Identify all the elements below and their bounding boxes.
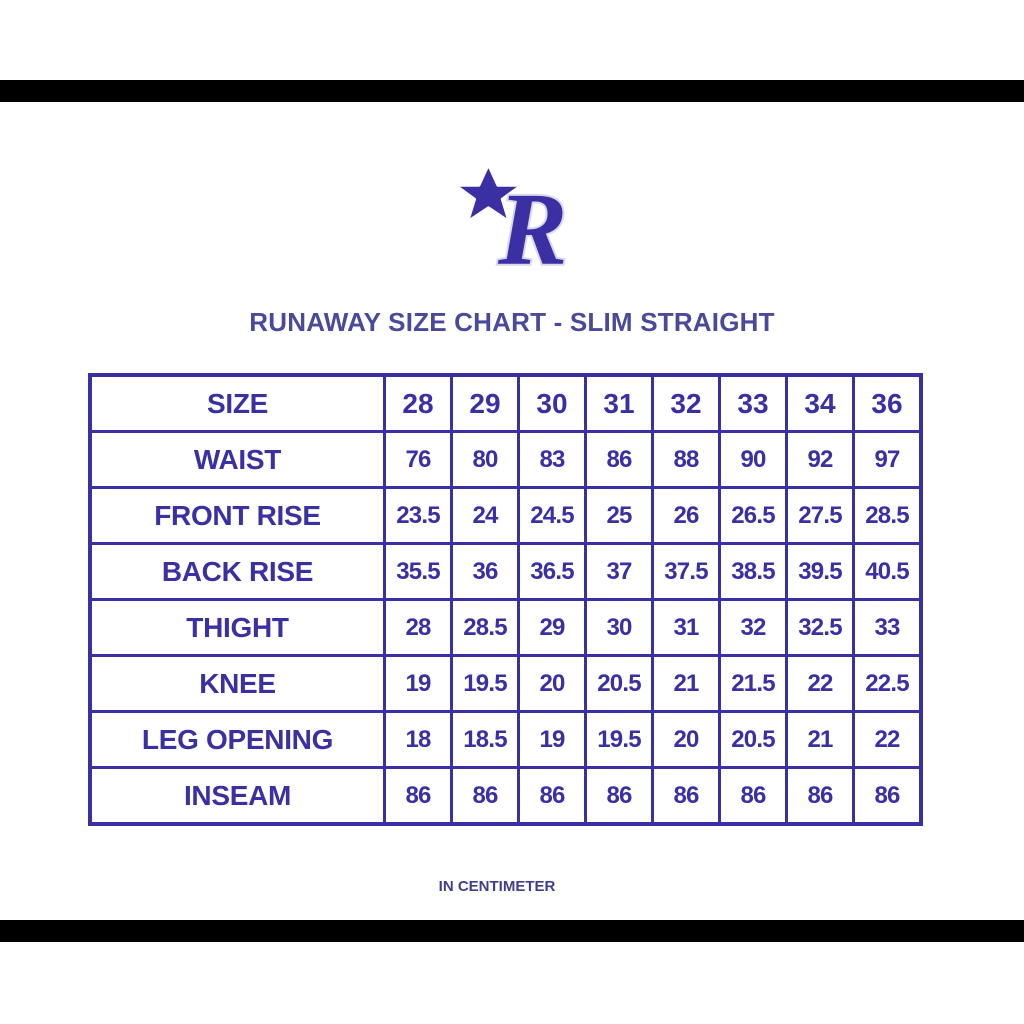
measurement-cell: 28	[385, 600, 452, 656]
measurement-cell: 19.5	[586, 712, 653, 768]
measurement-cell: 19	[519, 712, 586, 768]
measurement-cell: 27.5	[787, 488, 854, 544]
size-header-cell: 31	[586, 375, 653, 432]
measurement-cell: 83	[519, 432, 586, 488]
measurement-cell: 29	[519, 600, 586, 656]
measurement-cell: 86	[586, 432, 653, 488]
measurement-cell: 31	[653, 600, 720, 656]
measurement-cell: 86	[854, 768, 922, 825]
size-chart-table	[88, 373, 923, 826]
measurement-cell: 23.5	[385, 488, 452, 544]
table-row	[90, 712, 921, 768]
measurement-cell: 18.5	[452, 712, 519, 768]
measurement-cell: 19	[385, 656, 452, 712]
measurement-cell: 28.5	[854, 488, 922, 544]
unit-footnote: IN CENTIMETER	[438, 878, 556, 895]
measurement-cell: 26.5	[720, 488, 787, 544]
size-header-cell: 33	[720, 375, 787, 432]
star-r-logo-icon	[448, 154, 580, 274]
size-header-cell: 28	[385, 375, 452, 432]
measurement-cell: 37	[586, 544, 653, 600]
measurement-cell: 20	[653, 712, 720, 768]
table-row	[90, 656, 921, 712]
measurement-cell: 18	[385, 712, 452, 768]
table-row	[90, 768, 921, 825]
measurement-cell: 86	[519, 768, 586, 825]
measurement-cell: 33	[854, 600, 922, 656]
row-label: WAIST	[90, 432, 385, 488]
logo-letter: R	[498, 172, 568, 274]
measurement-cell: 38.5	[720, 544, 787, 600]
measurement-cell: 86	[586, 768, 653, 825]
size-header-cell: 34	[787, 375, 854, 432]
row-label: LEG OPENING	[90, 712, 385, 768]
measurement-cell: 24.5	[519, 488, 586, 544]
measurement-cell: 88	[653, 432, 720, 488]
measurement-cell: 22	[787, 656, 854, 712]
measurement-cell: 86	[385, 768, 452, 825]
measurement-cell: 21.5	[720, 656, 787, 712]
measurement-cell: 97	[854, 432, 922, 488]
measurement-cell: 80	[452, 432, 519, 488]
row-label: KNEE	[90, 656, 385, 712]
row-label: FRONT RISE	[90, 488, 385, 544]
row-label: BACK RISE	[90, 544, 385, 600]
measurement-cell: 39.5	[787, 544, 854, 600]
table-row	[90, 488, 921, 544]
measurement-cell: 22	[854, 712, 922, 768]
size-header-cell: 30	[519, 375, 586, 432]
measurement-cell: 92	[787, 432, 854, 488]
measurement-cell: 26	[653, 488, 720, 544]
row-label: SIZE	[90, 375, 385, 432]
brand-logo	[448, 154, 580, 274]
size-header-cell: 32	[653, 375, 720, 432]
measurement-cell: 32.5	[787, 600, 854, 656]
size-header-cell: 29	[452, 375, 519, 432]
table-row	[90, 432, 921, 488]
row-label: THIGHT	[90, 600, 385, 656]
measurement-cell: 36.5	[519, 544, 586, 600]
measurement-cell: 37.5	[653, 544, 720, 600]
bottom-black-bar	[0, 920, 1024, 942]
measurement-cell: 21	[787, 712, 854, 768]
measurement-cell: 76	[385, 432, 452, 488]
measurement-cell: 32	[720, 600, 787, 656]
measurement-cell: 86	[452, 768, 519, 825]
table-row	[90, 544, 921, 600]
measurement-cell: 35.5	[385, 544, 452, 600]
measurement-cell: 24	[452, 488, 519, 544]
size-header-row	[90, 375, 921, 432]
page-title: RUNAWAY SIZE CHART - SLIM STRAIGHT	[249, 307, 775, 337]
measurement-cell: 30	[586, 600, 653, 656]
size-header-cell: 36	[854, 375, 922, 432]
measurement-cell: 20	[519, 656, 586, 712]
measurement-cell: 22.5	[854, 656, 922, 712]
measurement-cell: 36	[452, 544, 519, 600]
row-label: INSEAM	[90, 768, 385, 825]
measurement-cell: 40.5	[854, 544, 922, 600]
measurement-cell: 28.5	[452, 600, 519, 656]
measurement-cell: 20.5	[586, 656, 653, 712]
measurement-cell: 25	[586, 488, 653, 544]
measurement-cell: 86	[787, 768, 854, 825]
measurement-cell: 90	[720, 432, 787, 488]
measurement-cell: 19.5	[452, 656, 519, 712]
table-row	[90, 600, 921, 656]
measurement-cell: 86	[653, 768, 720, 825]
measurement-cell: 20.5	[720, 712, 787, 768]
measurement-cell: 86	[720, 768, 787, 825]
measurement-cell: 21	[653, 656, 720, 712]
top-black-bar	[0, 80, 1024, 102]
